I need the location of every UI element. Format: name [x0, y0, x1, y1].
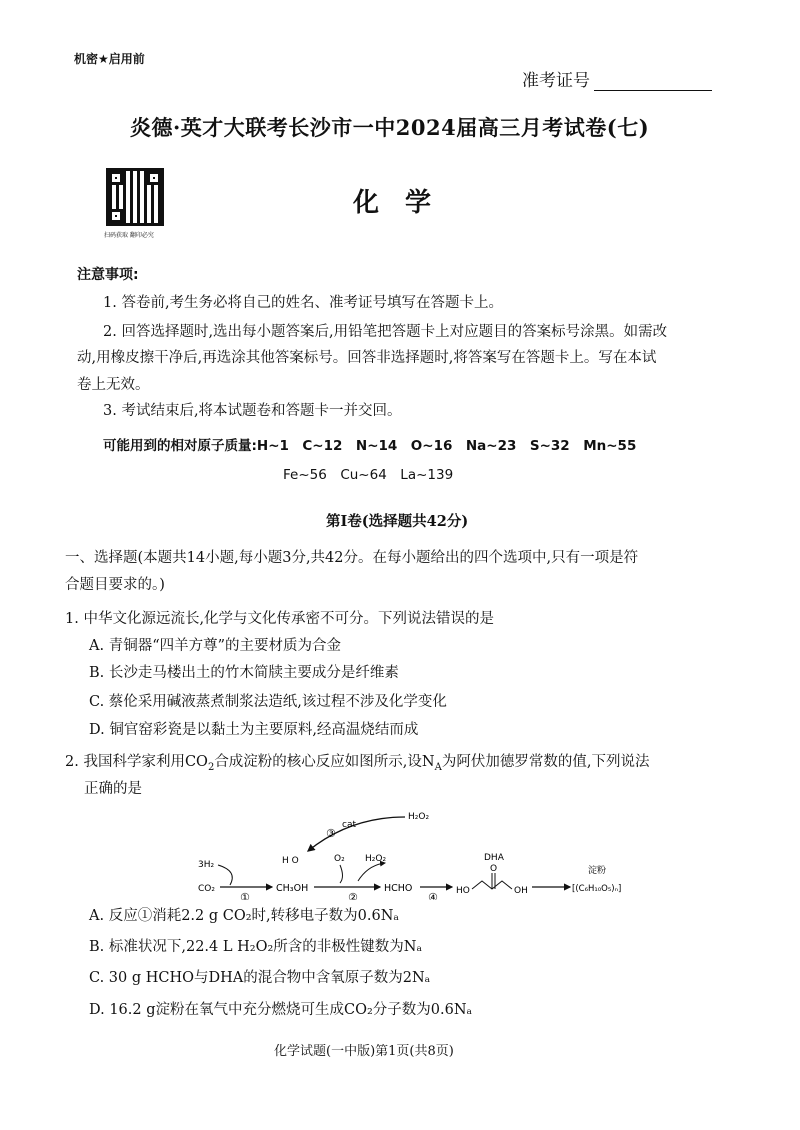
section-intro-1: 一、选择题(本题共14小题,每小题3分,共42分。在每小题给出的四个选项中,只有一项是符 — [65, 550, 639, 566]
atomic-mass-line2: Fe~56 Cu~64 La~139 — [283, 467, 454, 483]
reactant-h2-label: 3H₂ — [198, 860, 215, 870]
q2-option-b: B. 标准状况下,22.4 L H₂O₂所含的非极性键数为Nₐ — [89, 939, 423, 955]
subject-title: 化 学 — [353, 188, 432, 218]
exam-id-blank — [594, 72, 712, 91]
step-2-label: ② — [348, 891, 358, 900]
starch-formula: [(C₆H₁₀O₅)ₙ] — [572, 884, 622, 894]
step-4-label: ④ — [428, 891, 438, 900]
notice-item-2-end: 卷上无效。 — [77, 377, 150, 393]
exam-id-label: 准考证号 — [522, 71, 590, 91]
q1-option-d: D. 铜官窑彩瓷是以黏土为主要原料,经高温烧结而成 — [89, 722, 419, 738]
hcho-label: HCHO — [384, 883, 413, 894]
step-3-label: ③ — [326, 827, 336, 840]
o2-arrow — [340, 865, 343, 883]
notice-item-2-cont: 动,用橡皮擦干净后,再选涂其他答案标号。回答非选择题时,将答案写在答题卡上。写在本试 — [77, 350, 657, 366]
h2o2-mid-arrow — [358, 863, 385, 881]
q2-option-c: C. 30 g HCHO与DHA的混合物中含氧原子数为2Nₐ — [89, 970, 431, 986]
exam-id-field — [522, 66, 712, 91]
q1-option-a: A. 青铜器“四羊方尊”的主要材质为合金 — [89, 638, 342, 654]
dha-o-label: O — [490, 864, 498, 874]
atomic-mass-line1: 可能用到的相对原子质量:H~1 C~12 N~14 O~16 Na~23 S~32 Mn~55 — [103, 438, 637, 454]
h2o2-top-label: H₂O₂ — [408, 812, 430, 822]
confidential-label: 机密★启用前 — [74, 52, 145, 66]
q2-option-a: A. 反应①消耗2.2 g CO₂时,转移电子数为0.6Nₐ — [89, 908, 399, 924]
q1-option-b: B. 长沙走马楼出土的竹木简牍主要成分是纤维素 — [89, 665, 399, 681]
reactant-co2-label: CO₂ — [198, 884, 215, 894]
notice-item-1: 1. 答卷前,考生务必将自己的姓名、准考证号填写在答题卡上。 — [103, 295, 504, 311]
cat-label: cat — [342, 820, 356, 830]
page-footer: 化学试题(一中版)第1页(共8页) — [274, 1044, 454, 1059]
q2-option-d: D. 16.2 g淀粉在氧气中充分燃烧可生成CO₂分子数为0.6Nₐ — [89, 1002, 473, 1018]
q1-option-c: C. 蔡伦采用碱液蒸煮制浆法造纸,该过程不涉及化学变化 — [89, 694, 447, 710]
qr-caption: 扫码获取 翻印必究 — [104, 232, 154, 239]
reaction-diagram — [190, 805, 650, 900]
o2-label: O₂ — [334, 854, 345, 864]
h2-merge-line — [218, 865, 232, 885]
h2o-label: H O — [282, 856, 299, 866]
q1-stem: 1. 中华文化源远流长,化学与文化传承密不可分。下列说法错误的是 — [65, 611, 495, 627]
cat-arrow — [308, 817, 405, 851]
step-1-label: ① — [240, 891, 250, 900]
section-intro-2: 合题目要求的。) — [65, 577, 165, 593]
section-title: 第Ⅰ卷(选择题共42分) — [326, 513, 469, 530]
q2-stem-line1: 2. 我国科学家利用$CO_2$合成淀粉的核心反应如图所示,设$N_A$为阿伏加德罗常数的值,下列说法 — [65, 754, 650, 773]
notice-item-2: 2. 回答选择题时,选出每小题答案后,用铅笔把答题卡上对应题目的答案标号涂黑。如需改 — [103, 324, 668, 340]
starch-label: 淀粉 — [588, 866, 607, 876]
methanol-label: CH₃OH — [276, 883, 309, 894]
q2-stem-line2: 正确的是 — [84, 781, 142, 797]
exam-title: 炎德·英才大联考长沙市一中2024届高三月考试卷(七) — [130, 115, 650, 140]
qr-code — [106, 168, 164, 226]
notice-heading: 注意事项: — [77, 267, 139, 283]
dha-ho-label: HO — [456, 886, 470, 896]
notice-item-3: 3. 考试结束后,将本试题卷和答题卡一并交回。 — [103, 403, 402, 419]
h2o2-mid-label: H₂O₂ — [365, 854, 387, 864]
dha-label: DHA — [484, 853, 504, 863]
dha-oh-label: OH — [514, 886, 528, 896]
